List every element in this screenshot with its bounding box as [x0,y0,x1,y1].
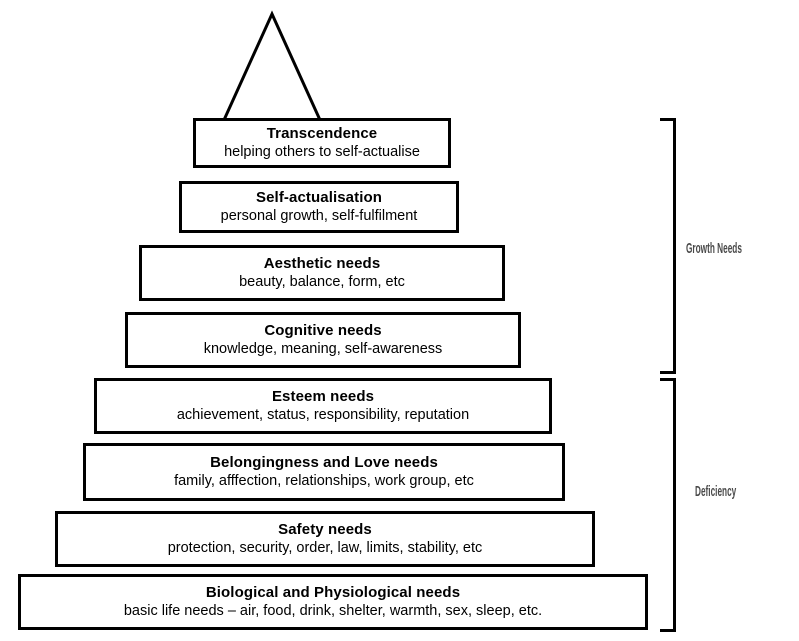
tier-subtitle: family, afffection, relationships, work group, etc [174,473,474,490]
tier-title: Biological and Physiological needs [205,583,461,601]
group-label-growth-needs: Growth Needs [686,240,742,257]
tier-title: Belongingness and Love needs [210,453,438,471]
bracket-growth-needs [660,118,676,374]
group-label-deficiency-needs: Deficiency [695,483,737,500]
tier-title: Self-actualisation [256,188,382,206]
tier-subtitle: knowledge, meaning, self-awareness [203,341,443,358]
tier-transcendence[interactable] [193,118,451,168]
tier-esteem-needs[interactable] [94,378,552,434]
tier-subtitle: achievement, status, responsibility, reputation [176,407,470,424]
tier-subtitle: basic life needs – air, food, drink, shelter, warmth, sex, sleep, etc. [123,603,543,620]
tier-title: Transcendence [266,124,378,142]
tier-title: Esteem needs [271,387,375,405]
tier-safety-needs[interactable] [55,511,595,567]
tier-belongingness-and-love-needs[interactable] [83,443,565,501]
tier-subtitle: protection, security, order, law, limits, stability, etc [167,540,483,557]
tier-subtitle: helping others to self-actualise [224,144,420,161]
tier-subtitle: personal growth, self-fulfilment [220,208,418,225]
tier-biological-and-physiological-needs[interactable] [18,574,648,630]
tier-subtitle: beauty, balance, form, etc [239,274,405,291]
tier-cognitive-needs[interactable] [125,312,521,368]
tier-title: Safety needs [278,520,372,538]
tier-aesthetic-needs[interactable] [139,245,505,301]
tier-title: Cognitive needs [264,321,382,339]
bracket-deficiency-needs [660,378,676,632]
tier-title: Aesthetic needs [263,254,381,272]
tier-self-actualisation[interactable] [179,181,459,233]
